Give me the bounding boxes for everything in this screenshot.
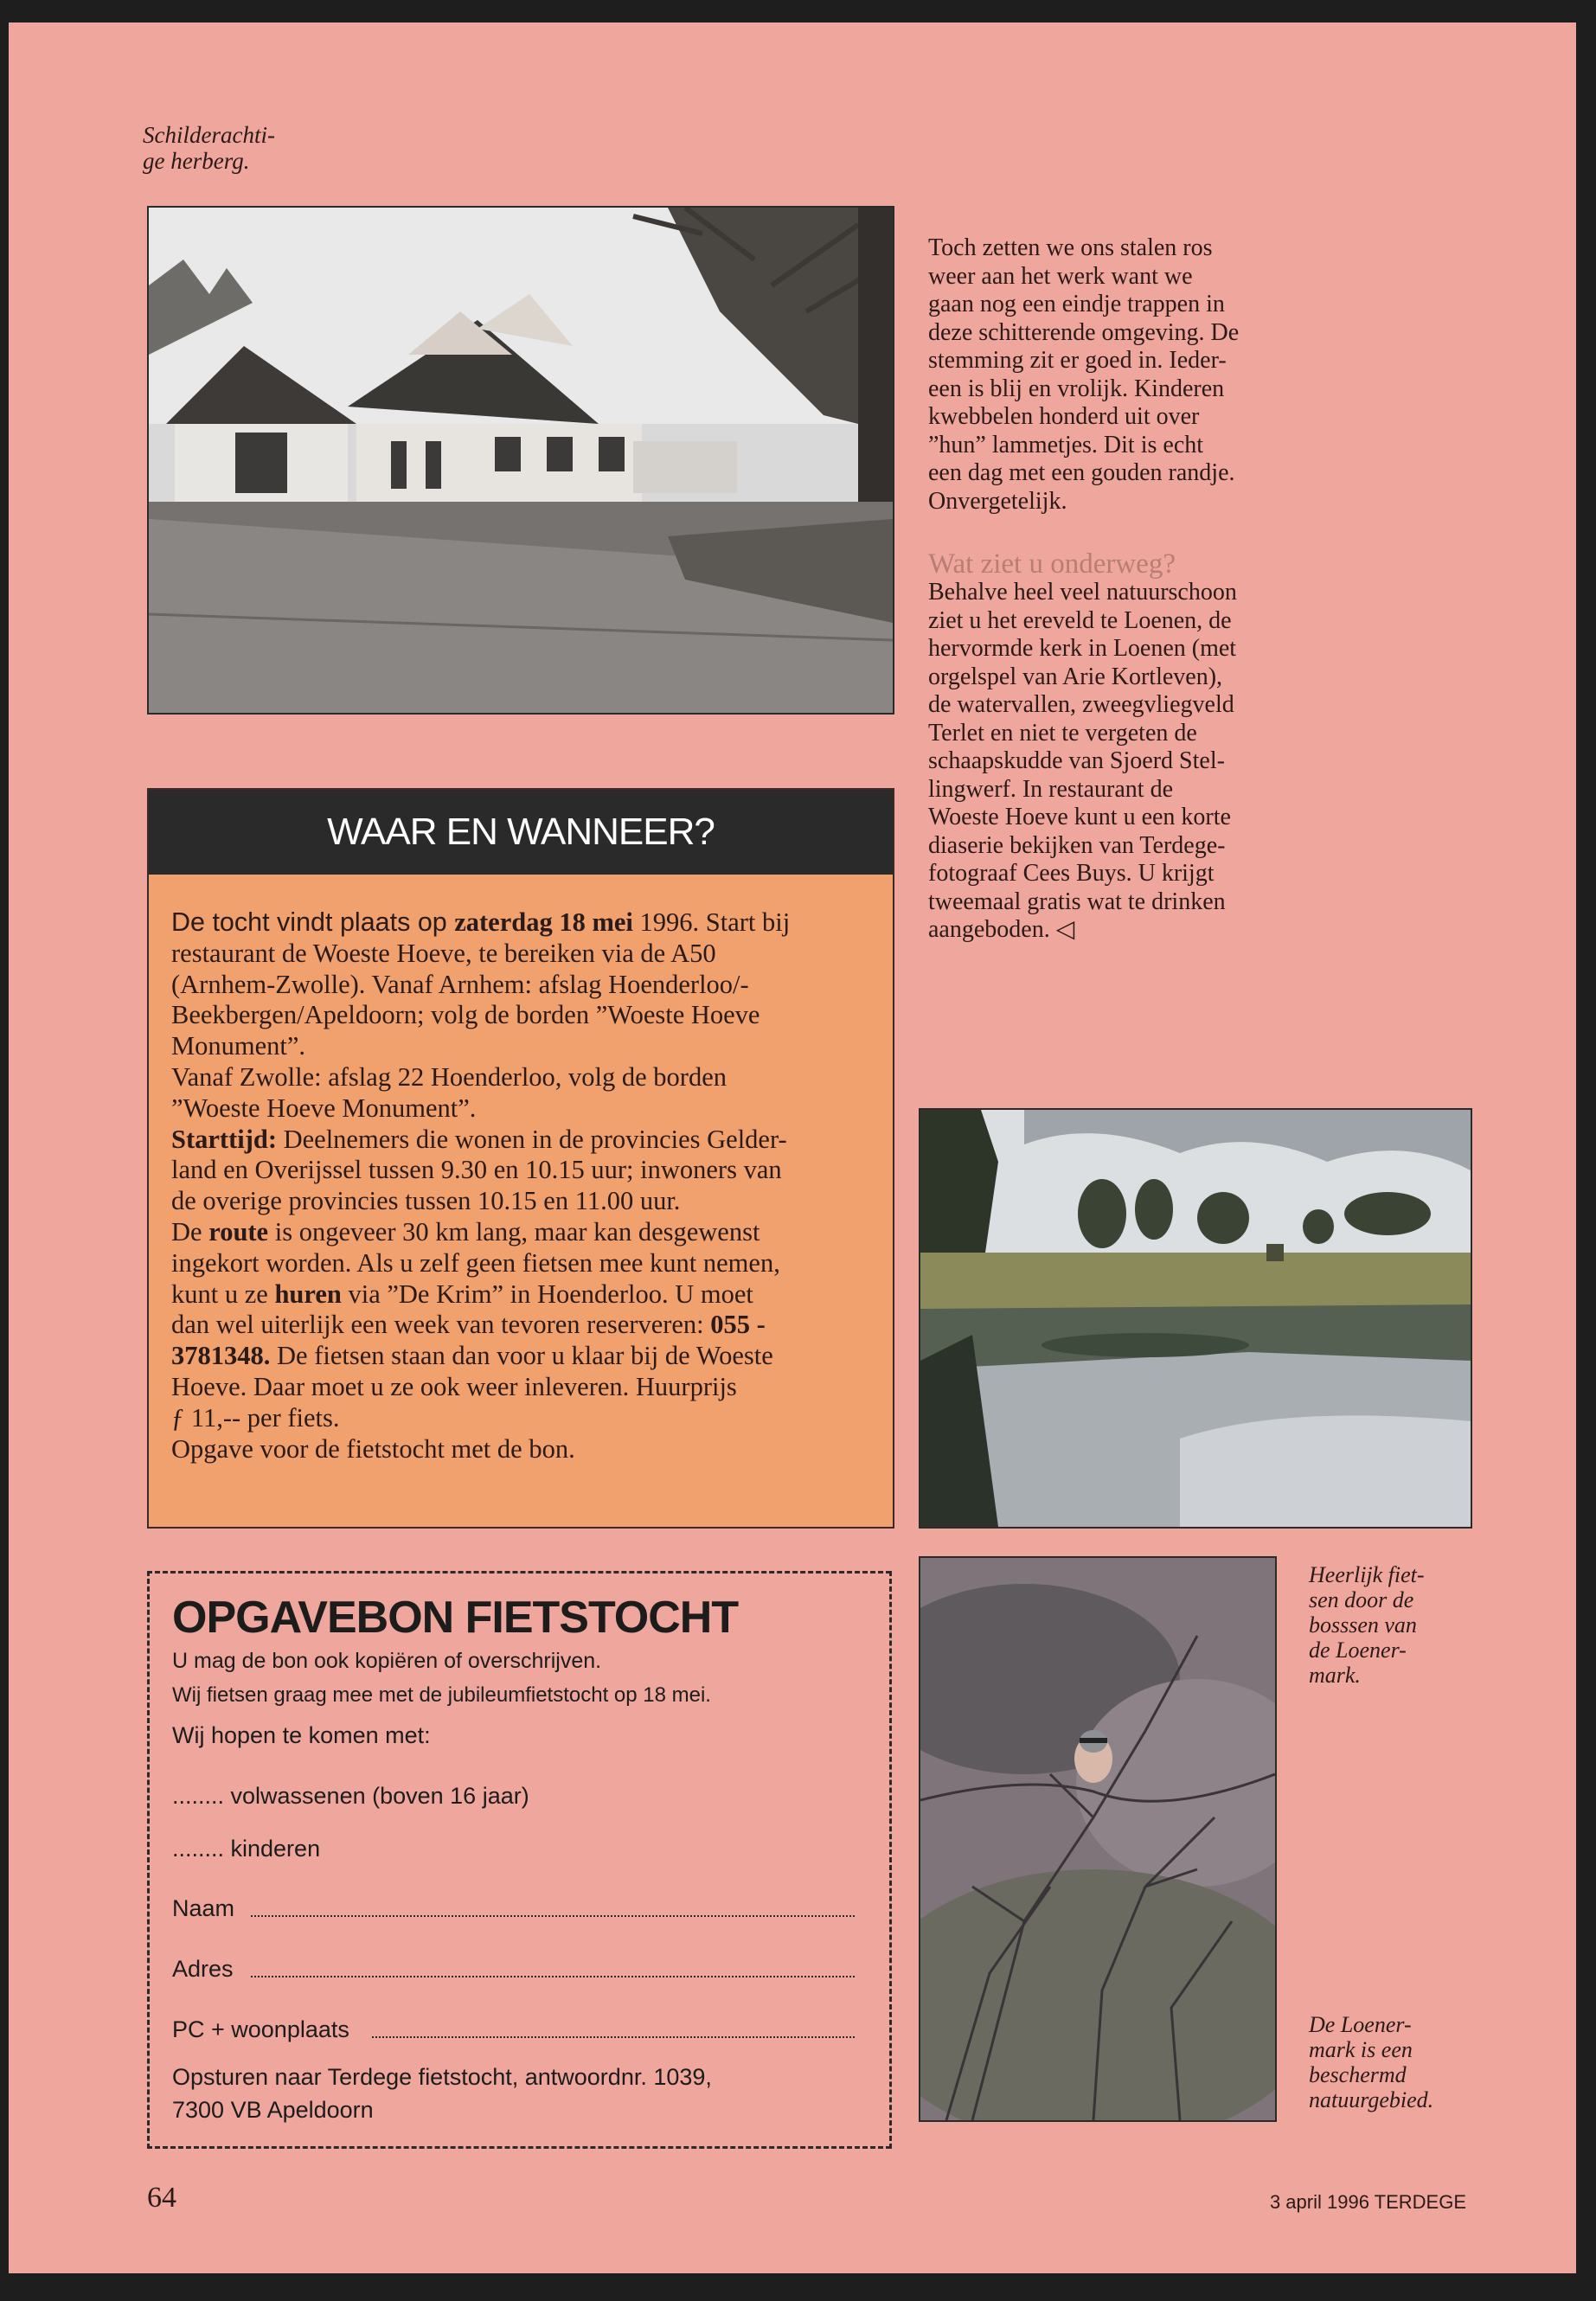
address-label: Adres [172,1956,234,1982]
body-text-column-2: Behalve heel veel natuurschoon ziet u het ereveld te Loenen, de hervormde kerk in Loenen (met orgelspel van Arie Kortleven), de watervallen, zweegvliegveld Terlet en niet te vergeten de schaapskudde van Sjoerd Stel- lingwerf. In restaurant de Woeste Hoeve kunt u een korte diaserie bekijken van Terdege- fotograaf Cees Buys. U krijgt tweemaal gratis wat te drinken aangeboden. ◁ [928,579,1237,943]
scan-frame-bottom [0,2273,1596,2301]
address-field[interactable] [251,1976,855,1977]
inn-photo [147,206,894,715]
side-caption-nature-reserve: De Loener- mark is een beschermd natuurgebied. [1309,2012,1434,2112]
coupon-border-right [889,1571,892,2149]
page-number: 64 [147,2182,176,2214]
coupon-title: OPGAVEBON FIETSTOCHT [172,1593,739,1643]
postcode-city-label: PC + woonplaats [172,2016,349,2042]
bird-photo [919,1556,1277,2122]
body-text-column: Toch zetten we ons stalen ros weer aan het werk want we gaan nog een eindje trappen in deze schitterende omgeving. De stemming zit er goed in. Ieder- een is blij en vrolijk. Kinderen kwebbelen honderd uit over ”hun” lammetjes. Dit is echt een dag met een gouden randje. Onvergetelijk. [928,234,1240,515]
coupon-border-left [147,1571,150,2149]
coupon-attending-label: Wij hopen te komen met: [172,1722,431,1748]
section-subheading: Wat ziet u onderweg? [928,548,1176,580]
scan-frame-left [0,0,9,2301]
postcode-city-field[interactable] [372,2036,855,2038]
coupon-copy-note: U mag de bon ook kopiëren of overschrijven. [172,1649,602,1673]
magazine-page [9,22,1576,2273]
side-caption-cycling: Heerlijk fiet- sen door de bosssen van de Loener- mark. [1309,1562,1425,1688]
name-label: Naam [172,1895,235,1921]
issue-footer: 3 april 1996 TERDEGE [1269,2191,1466,2213]
info-box-title: WAAR EN WANNEER? [149,790,893,875]
send-to-line2: 7300 VB Apeldoorn [172,2097,374,2123]
coupon-border-bottom [147,2146,891,2149]
coupon-intro: Wij fietsen graag mee met de jubileumfietstocht op 18 mei. [172,1683,711,1707]
name-field[interactable] [251,1915,855,1917]
send-to-line1: Opsturen naar Terdege fietstocht, antwoordnr. 1039, [172,2064,712,2090]
photo-caption-inn: Schilderachti- ge herberg. [143,122,275,174]
adults-count-field[interactable]: ........ volwassenen (boven 16 jaar) [172,1783,529,1809]
info-box [147,788,894,1529]
scan-frame-right [1576,0,1596,2301]
heath-pond-photo [919,1108,1472,1529]
registration-coupon [147,1571,893,2149]
coupon-border-top [147,1571,891,1574]
scan-frame-top [0,0,1596,22]
children-count-field[interactable]: ........ kinderen [172,1836,321,1862]
info-box-body: De tocht vindt plaats op zaterdag 18 mei 1996. Start bij restaurant de Woeste Hoeve, te bereiken via de A50 (Arnhem-Zwolle). Vanaf Arnhem: afslag Hoenderloo/- Beekbergen/Apeldoorn; volg de borden ”Woeste Hoeve Monument”. Vanaf Zwolle: afslag 22 Hoenderloo, volg de borden ”Woeste Hoeve Monument”. Starttijd: Deelnemers die wonen in de provincies Gelder- land en Overijssel tussen 9.30 en 10.15 uur; inwoners van de overige provincies tussen 10.15 en 11.00 uur. De route is ongeveer 30 km lang, maar kan desgewenst ingekort worden. Als u zelf geen fietsen mee kunt nemen, kunt u ze huren via ”De Krim” in Hoenderloo. U moet dan wel uiterlijk een week van tevoren reserveren: 055 - 3781348. De fietsen staan dan voor u klaar bij de Woeste Hoeve. Daar moet u ze ook weer inleveren. Huurprijs ƒ 11,-- per fiets. Opgave voor de fietstocht met de bon. [171,907,791,1464]
